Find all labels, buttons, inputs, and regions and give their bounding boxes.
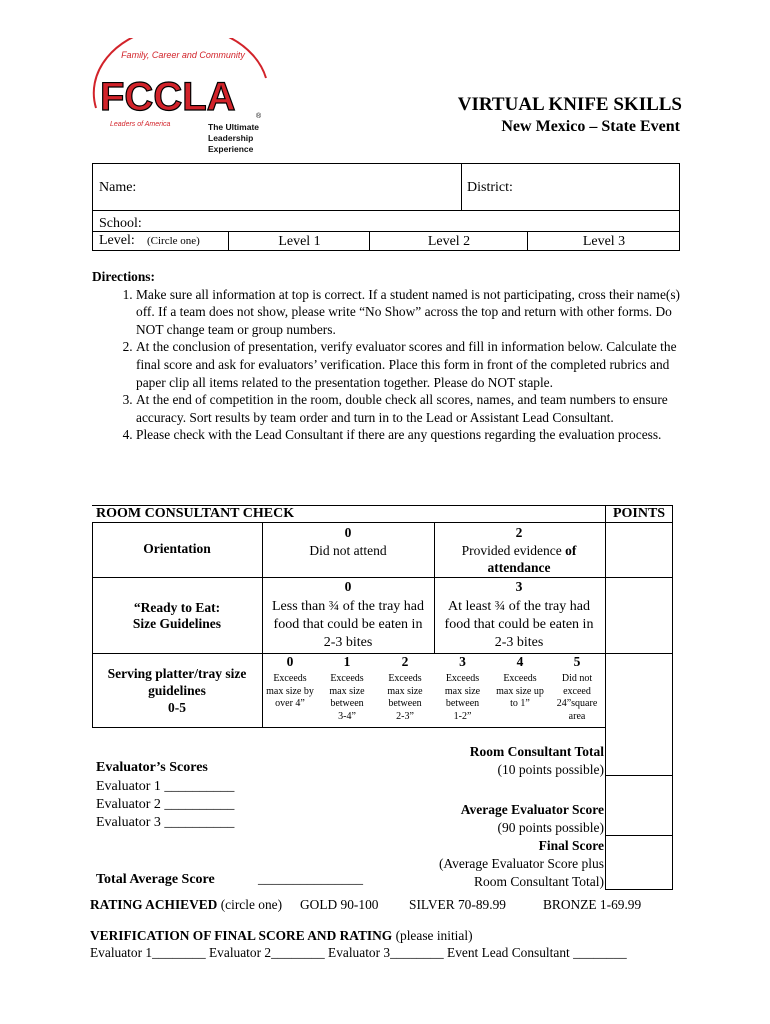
verification-label: VERIFICATION OF FINAL SCORE AND RATING <box>90 928 393 943</box>
direction-item: 2. At the conclusion of presentation, verify evaluator scores and fill in information below. Calculate the final score and ask for evaluators’ verification. Place this form in front of the completed rubrics and paper clip all items related to the presentation together. Please do NOT staple. <box>136 338 682 391</box>
serving-text-1: Exceeds max size between 3-4” <box>329 673 365 722</box>
serving-score-0: 0 <box>286 654 294 669</box>
rating-gold[interactable]: GOLD 90-100 <box>300 897 379 912</box>
ready-text-3-1: At least ¾ of the tray had <box>448 599 590 614</box>
serving-score-1: 1 <box>343 654 351 669</box>
evaluator-1-line[interactable]: Evaluator 1 __________ <box>96 779 235 794</box>
serving-text-5: Did not exceed 24”square area <box>556 673 598 722</box>
orientation-text-0: Did not attend <box>309 543 387 558</box>
district-label: District: <box>467 180 513 195</box>
logo-registered: ® <box>256 113 262 120</box>
orientation-score-2: 2 <box>515 525 523 540</box>
ready-text-0-2: food that could be eaten in <box>273 617 423 632</box>
points-header: POINTS <box>612 506 666 521</box>
room-consultant-check-table <box>92 505 673 890</box>
serving-label-3: 0-5 <box>168 700 186 715</box>
direction-item: 1. Make sure all information at top is correct. If a student named is not participating, cross their name(s) off. If a team does not show, please write “No Show” across the top and return with other forms. Do NOT change team or group numbers. <box>136 286 682 339</box>
ready-points-cell[interactable] <box>606 578 672 653</box>
direction-item: 4. Please check with the Lead Consultant if there are any questions regarding the evaluation process. <box>136 426 682 444</box>
ready-text-0-3: 2-3 bites <box>323 635 373 650</box>
rubric-header: ROOM CONSULTANT CHECK <box>96 506 295 521</box>
level-hint: (Circle one) <box>147 235 200 247</box>
evaluators-heading: Evaluator’s Scores <box>96 760 208 775</box>
page-subtitle: New Mexico – State Event <box>501 118 680 135</box>
ready-text-3-3: 2-3 bites <box>494 635 544 650</box>
name-label: Name: <box>99 180 137 195</box>
verification-heading <box>90 928 473 944</box>
serving-text-0: Exceeds max size by over 4” <box>266 673 314 709</box>
evaluator-2-line[interactable]: Evaluator 2 __________ <box>96 797 235 812</box>
final-score-cell[interactable] <box>606 836 672 889</box>
level-3-option[interactable]: Level 3 <box>527 232 680 251</box>
ready-score-0: 0 <box>344 579 352 594</box>
total-average-line[interactable]: _______________ <box>258 872 363 887</box>
ready-to-eat-label-1: “Ready to Eat: <box>133 600 221 615</box>
ready-text-0-1: Less than ¾ of the tray had <box>271 599 424 614</box>
direction-item: 3. At the end of competition in the room, double check all scores, names, and team numbers to ensure accuracy. Sort results by team order and turn in to the Lead or Assistant Lead Consultant. <box>136 391 682 426</box>
directions-list <box>92 286 682 444</box>
serving-score-4: 4 <box>516 654 524 669</box>
verification-hint: (please initial) <box>395 928 473 943</box>
rating-row <box>90 897 282 913</box>
logo-wordmark: FCCLA <box>100 75 236 119</box>
logo-arc-text: Family, Career and Community <box>121 50 245 60</box>
logo-arc-text-lower: Leaders of America <box>110 121 171 128</box>
serving-label-2: guidelines <box>148 683 206 698</box>
logo-tagline-1: The Ultimate <box>208 122 260 132</box>
total-average-label: Total Average Score <box>96 872 215 887</box>
orientation-text-2b: attendance <box>487 560 551 575</box>
fccla-logo-graphic <box>88 38 278 158</box>
ready-to-eat-label-2: Size Guidelines <box>132 616 222 631</box>
avg-evaluator-cell[interactable] <box>606 776 672 835</box>
verification-line[interactable]: Evaluator 1________ Evaluator 2________ Evaluator 3________ Event Lead Consultant ________ <box>90 945 627 960</box>
fccla-logo <box>88 38 278 158</box>
level-1-option[interactable]: Level 1 <box>228 232 370 251</box>
level-row <box>93 231 679 252</box>
serving-score-3: 3 <box>459 654 466 669</box>
directions-heading: Directions: <box>92 269 155 284</box>
final-note-b: Room Consultant Total) <box>473 874 604 889</box>
orientation-label: Orientation <box>143 541 211 556</box>
level-label: Level: <box>99 233 135 248</box>
logo-tagline-2: Leadership <box>208 133 254 143</box>
page-title: VIRTUAL KNIFE SKILLS <box>457 94 682 115</box>
avg-score-note: (90 points possible) <box>497 820 604 835</box>
rating-label: RATING ACHIEVED <box>90 897 218 912</box>
logo-tagline-3: Experience <box>208 144 254 154</box>
serving-text-2: Exceeds max size between 2-3” <box>387 673 423 722</box>
serving-label-1: Serving platter/tray size <box>107 666 247 681</box>
avg-score-label: Average Evaluator Score <box>460 802 604 817</box>
rating-bronze[interactable]: BRONZE 1-69.99 <box>543 897 642 912</box>
rating-silver[interactable]: SILVER 70-89.99 <box>409 897 506 912</box>
final-note-a: (Average Evaluator Score plus <box>438 856 604 871</box>
orientation-points-cell[interactable] <box>606 523 672 577</box>
directions <box>92 268 682 444</box>
serving-score-2: 2 <box>401 654 409 669</box>
evaluator-3-line[interactable]: Evaluator 3 __________ <box>96 815 235 830</box>
serving-text-4: Exceeds max size up to 1” <box>496 673 544 709</box>
serving-score-5: 5 <box>573 654 581 669</box>
final-score-label: Final Score <box>538 838 604 853</box>
orientation-text-2: Provided evidence of <box>461 543 577 558</box>
school-label: School: <box>99 216 142 231</box>
ready-score-3: 3 <box>515 579 523 594</box>
room-total-cell[interactable] <box>606 727 672 775</box>
serving-text-3: Exceeds max size between 1-2” <box>444 673 481 722</box>
orientation-score-0: 0 <box>344 525 352 540</box>
level-2-option[interactable]: Level 2 <box>369 232 528 251</box>
room-total-note: (10 points possible) <box>497 762 604 777</box>
info-box <box>92 163 680 251</box>
rating-hint: (circle one) <box>220 897 283 912</box>
room-total-label: Room Consultant Total <box>469 744 604 759</box>
info-row-name-district <box>93 164 679 211</box>
ready-text-3-2: food that could be eaten in <box>444 617 594 632</box>
